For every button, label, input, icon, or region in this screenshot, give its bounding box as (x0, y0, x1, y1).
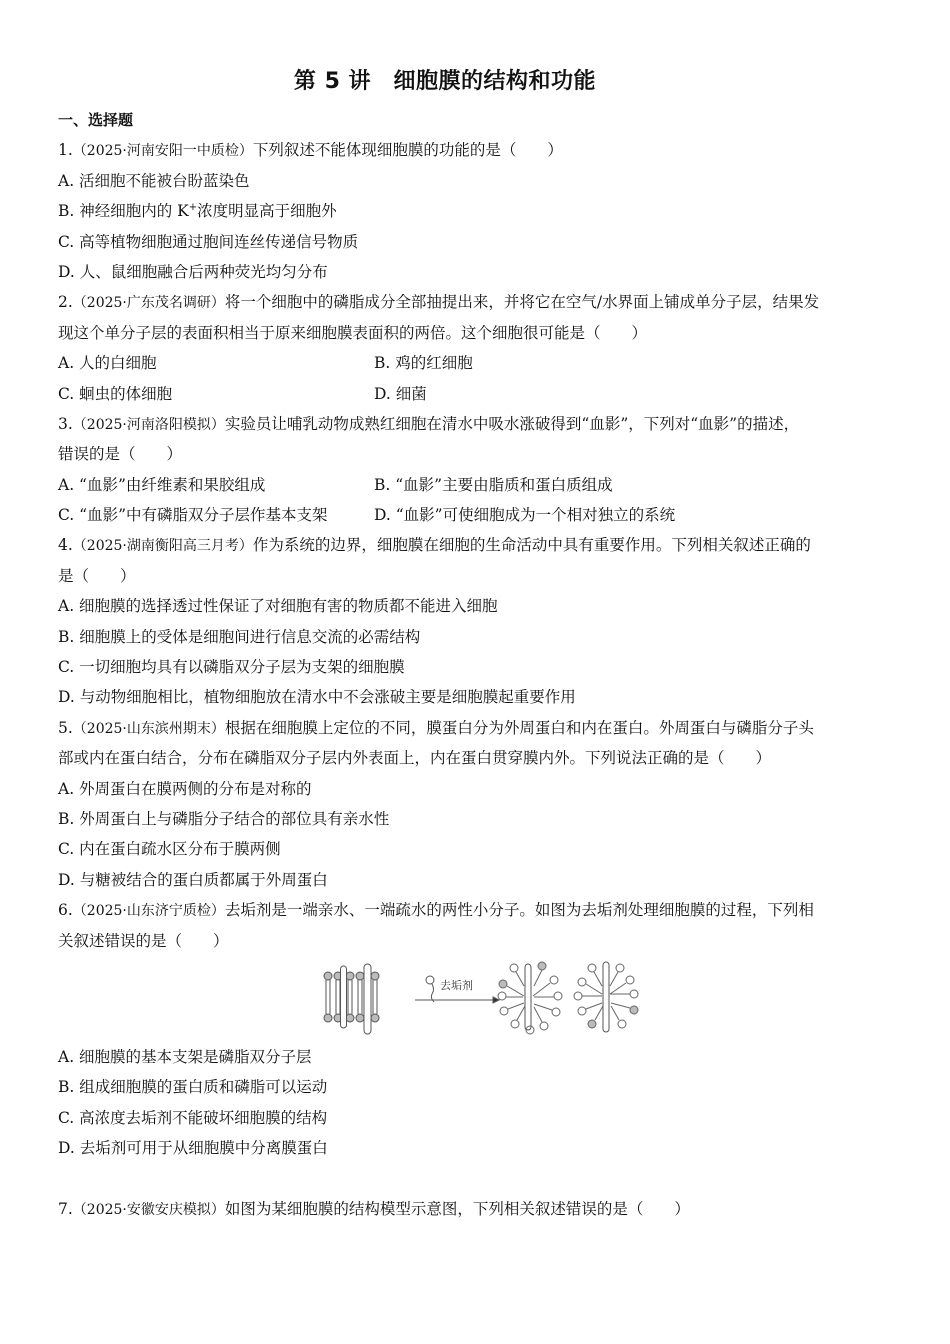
option-a: A. 细胞膜的选择透过性保证了对细胞有害的物质都不能进入细胞 (58, 597, 498, 616)
option-d: D. “血影”可使细胞成为一个相对独立的系统 (374, 506, 676, 525)
question-stem: 将一个细胞中的磷脂成分全部抽提出来，并将它在空气/水界面上铺成单分子层，结果发 (224, 293, 820, 312)
detergent-label: 去垢剂 (440, 978, 473, 992)
option-d: D. 与糖被结合的蛋白质都属于外周蛋白 (58, 870, 328, 889)
option-c: C. 内在蛋白疏水区分布于膜两侧 (58, 840, 281, 859)
option-d: D. 人、鼠细胞融合后两种荧光均匀分布 (58, 262, 328, 281)
option-c: C. “血影”中有磷脂双分子层作基本支架 (58, 506, 328, 525)
option-b: B. 组成细胞膜的蛋白质和磷脂可以运动 (58, 1078, 328, 1097)
option-c: C. 一切细胞均具有以磷脂双分子层为支架的细胞膜 (58, 658, 405, 677)
page-title: 第 5 讲 细胞膜的结构和功能 (293, 69, 597, 94)
question-7 (58, 1194, 898, 1224)
question-stem: 现这个单分子层的表面积相当于原来细胞膜表面积的两倍。这个细胞很可能是（ ） (58, 323, 648, 342)
option-a: A. “血影”由纤维素和果胶组成 (58, 475, 266, 494)
question-source: （2025·广东茂名调研） (72, 295, 225, 312)
option-d: D. 与动物细胞相比，植物细胞放在清水中不会涨破主要是细胞膜起重要作用 (58, 688, 576, 707)
option-b: B. “血影”主要由脂质和蛋白质组成 (374, 475, 613, 494)
question-5 (58, 713, 898, 895)
question-3 (58, 409, 898, 531)
lipid-bilayer (324, 964, 379, 1034)
question-source: （2025·河南洛阳模拟） (72, 416, 225, 433)
question-stem: 实验员让哺乳动物成熟红细胞在清水中吸水涨破得到“血影”，下列对“血影”的描述， (224, 414, 800, 433)
option-text: 浓度明显高于细胞外 (197, 202, 337, 221)
question-number: 3. (58, 414, 73, 433)
question-source: （2025·湖南衡阳高三月考） (72, 538, 253, 555)
option-c: C. 高等植物细胞通过胞间连丝传递信号物质 (58, 232, 359, 251)
detergent-membrane-figure (58, 956, 898, 1042)
option-a: A. 外周蛋白在膜两侧的分布是对称的 (58, 779, 312, 798)
option-b (58, 196, 898, 226)
question-number: 6. (58, 901, 73, 920)
question-list (58, 105, 898, 1224)
question-stem: 如图为某细胞膜的结构模型示意图，下列相关叙述错误的是（ ） (224, 1199, 690, 1218)
question-6 (58, 895, 898, 1163)
option-text: B. 神经细胞内的 K (58, 202, 189, 221)
question-4 (58, 530, 898, 712)
question-2 (58, 287, 898, 409)
question-stem: 去垢剂是一端亲水、一端疏水的两性小分子。如图为去垢剂处理细胞膜的过程，下列相 (224, 901, 814, 920)
question-source: （2025·山东滨州期末） (72, 720, 225, 737)
section-heading: 一、选择题 (58, 111, 134, 129)
option-c: C. 高浓度去垢剂不能破坏细胞膜的结构 (58, 1108, 328, 1127)
question-number: 5. (58, 718, 73, 737)
question-number: 1. (58, 141, 73, 160)
question-source: （2025·河南安阳一中质检） (72, 143, 253, 160)
question-source: （2025·山东济宁质检） (72, 903, 225, 920)
question-1 (58, 135, 898, 287)
question-stem: 作为系统的边界，细胞膜在细胞的生命活动中具有重要作用。下列相关叙述正确的 (252, 536, 811, 555)
option-c: C. 蛔虫的体细胞 (58, 384, 173, 403)
question-stem: 下列叙述不能体现细胞膜的功能的是（ ） (252, 141, 563, 160)
option-d: D. 去垢剂可用于从细胞膜中分离膜蛋白 (58, 1139, 328, 1158)
question-source: （2025·安徽安庆模拟） (72, 1201, 225, 1218)
question-stem: 是（ ） (58, 566, 136, 585)
option-a: A. 人的白细胞 (58, 354, 157, 373)
question-number: 7. (58, 1199, 73, 1218)
option-a: A. 活细胞不能被台盼蓝染色 (58, 171, 250, 190)
question-stem: 部或内在蛋白结合，分布在磷脂双分子层内外表面上，内在蛋白贯穿膜内外。下列说法正确的是（ ） (58, 749, 772, 768)
option-b: B. 外周蛋白上与磷脂分子结合的部位具有亲水性 (58, 809, 390, 828)
superscript: + (188, 202, 198, 214)
micelle-2 (574, 962, 638, 1032)
option-b: B. 细胞膜上的受体是细胞间进行信息交流的必需结构 (58, 627, 421, 646)
micelle-1 (498, 962, 562, 1034)
question-number: 4. (58, 536, 73, 555)
question-stem: 关叙述错误的是（ ） (58, 931, 229, 950)
question-stem: 错误的是（ ） (58, 445, 183, 464)
question-stem: 根据在细胞膜上定位的不同，膜蛋白分为外周蛋白和内在蛋白。外周蛋白与磷脂分子头 (224, 718, 814, 737)
question-number: 2. (58, 293, 73, 312)
option-d: D. 细菌 (374, 384, 427, 403)
option-b: B. 鸡的红细胞 (374, 354, 473, 373)
option-a: A. 细胞膜的基本支架是磷脂双分子层 (58, 1047, 312, 1066)
detergent-diagram (320, 956, 640, 1038)
